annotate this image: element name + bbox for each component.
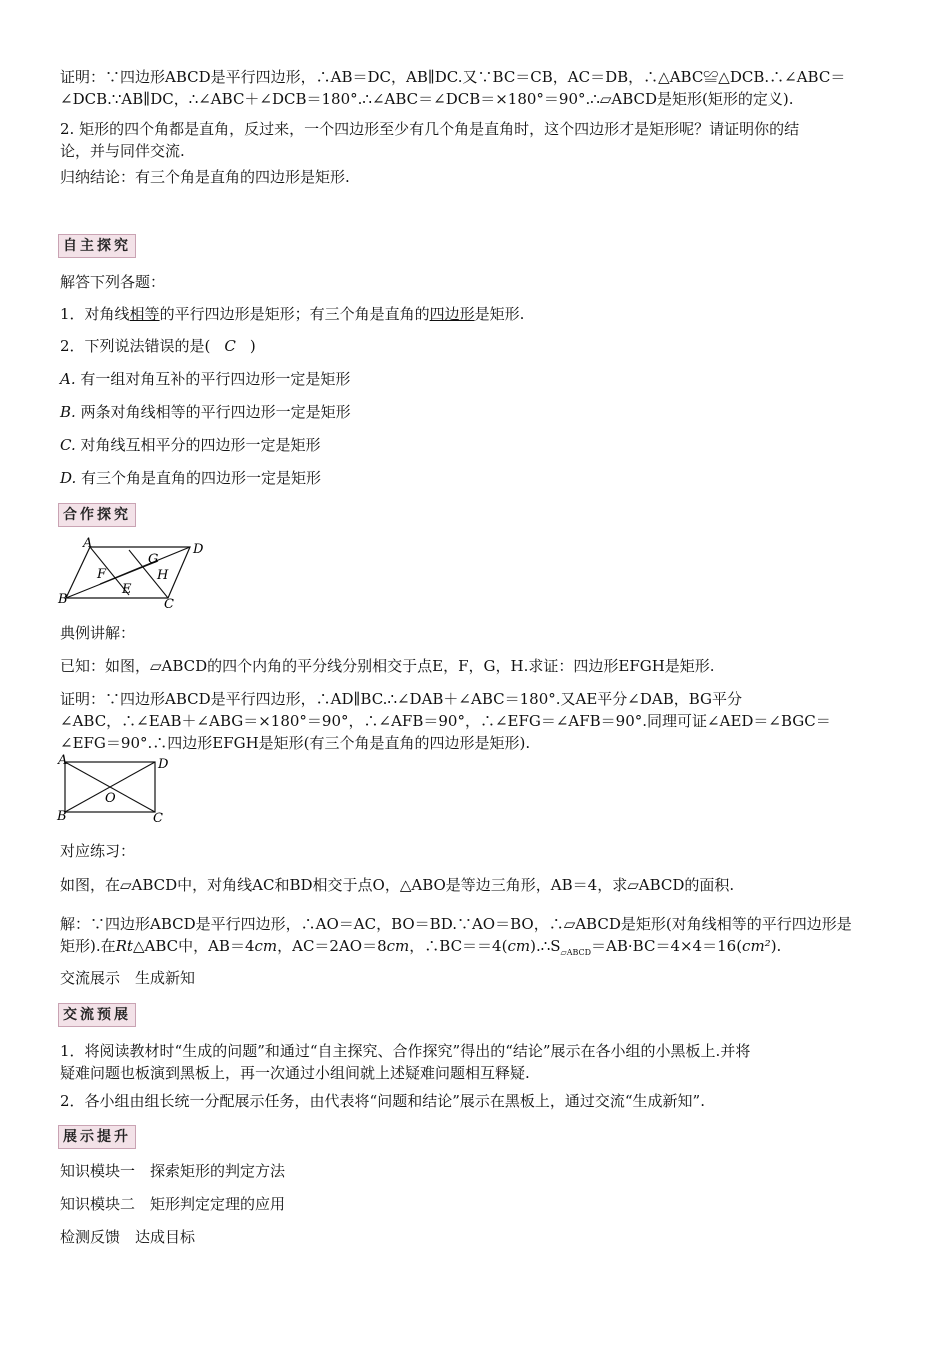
item-2-text-a: 2．下列说法错误的是( [60, 337, 211, 355]
fig1-label-d: D [193, 542, 204, 557]
fig1-label-a: A [83, 536, 93, 551]
proof-1 [60, 66, 890, 110]
parallelogram-bisector-figure [50, 535, 220, 610]
option-a-letter: A. [60, 370, 76, 388]
fig1-label-f: F [97, 567, 107, 582]
item-1-text-b: 的平行四边形是矩形；有三个角是直角的 [159, 305, 430, 323]
exchange-item-1-line-1: 1．将阅读教材时“生成的问题”和通过“自主探究、合作探究”得出的“结论”展示在各小组的小黑板上.并将 [60, 1042, 751, 1060]
sol-rt: Rt [115, 937, 133, 955]
sol-part-d: ，∴BC＝＝4( [409, 937, 508, 955]
option-d-letter: D. [60, 469, 77, 487]
fig2-label-c: C [153, 811, 163, 826]
option-a-text: 有一组对角互补的平行四边形一定是矩形 [80, 370, 351, 388]
exchange-item-1 [60, 1040, 890, 1084]
option-b-letter: B. [60, 403, 76, 421]
practice-title: 对应练习： [60, 842, 136, 860]
option-b [60, 401, 890, 423]
conclusion: 归纳结论：有三个角是直角的四边形是矩形. [60, 168, 350, 186]
sol-subscript: ▱ABCD [560, 948, 592, 957]
item-1-answer-2: 四边形 [429, 305, 475, 323]
option-d-text: 有三个角是直角的四边形一定是矩形 [81, 469, 322, 487]
sol-unit-3: cm [507, 937, 531, 955]
example-proof-line-2: ∠ABC，∴∠EAB＋∠ABG＝×180°＝90°，∴∠AFB＝90°，∴∠EFG＝∠AFB＝90°.同理可证∠AED＝∠BGC＝ [60, 712, 831, 730]
knowledge-module-1: 知识模块一 探索矩形的判定方法 [60, 1162, 286, 1180]
example-proof-line-3: ∠EFG＝90°.∴四边形EFGH是矩形(有三个角是直角的四边形是矩形). [60, 734, 531, 752]
fig1-label-e: E [122, 582, 132, 597]
fig2-label-a: A [58, 753, 68, 768]
solution-line-2 [60, 935, 890, 964]
question-2-line-2: 论，并与同伴交流. [60, 142, 185, 160]
item-2-answer: C [224, 337, 236, 355]
exchange-heading: 交流展示 生成新知 [60, 969, 196, 987]
question-2-line-1: 2. 矩形的四个角都是直角，反过来，一个四边形至少有几个角是直角时，这个四边形才是矩形呢？请证明你的结 [60, 120, 800, 138]
item-1-text-c: 是矩形. [474, 305, 525, 323]
option-a [60, 368, 890, 390]
question-2 [60, 118, 890, 162]
option-d [60, 467, 890, 489]
self-study-intro: 解答下列各题： [60, 273, 166, 291]
option-c-letter: C. [60, 436, 76, 454]
item-1-text-a: 1．对角线 [60, 305, 130, 323]
sol-part-e: ).∴S [530, 937, 561, 955]
exchange-item-2: 2．各小组由组长统一分配展示任务，由代表将“问题和结论”展示在黑板上，通过交流“生成新知”. [60, 1092, 705, 1110]
sol-unit-1: cm [254, 937, 278, 955]
practice-question: 如图，在▱ABCD中，对角线AC和BD相交于点O，△ABO是等边三角形，AB＝4，求▱ABCD的面积. [60, 876, 735, 894]
sol-part-b: △ABC中，AB＝4 [132, 937, 255, 955]
section-badge-show-improve: 展示提升 [58, 1125, 136, 1149]
sol-unit-2: cm [386, 937, 410, 955]
option-b-text: 两条对角线相等的平行四边形一定是矩形 [80, 403, 351, 421]
practice-solution [60, 913, 890, 964]
sol-unit-area: cm² [742, 937, 771, 955]
example-title: 典例讲解： [60, 624, 136, 642]
fig1-label-b: B [58, 592, 68, 607]
option-c-text: 对角线互相平分的四边形一定是矩形 [80, 436, 321, 454]
sol-part-c: ，AC＝2AO＝8 [277, 937, 387, 955]
item-1-answer-1: 相等 [129, 305, 160, 323]
fig2-label-b: B [57, 809, 67, 824]
example-proof-line-1: 证明：∵四边形ABCD是平行四边形，∴AD∥BC.∴∠DAB＋∠ABC＝180°.又AE平分∠DAB，BG平分 [60, 690, 743, 708]
proof-1-line-1: 证明：∵四边形ABCD是平行四边形，∴AB＝DC，AB∥DC.又∵BC＝CB，AC＝DB，∴△ABC≌△DCB.∴∠ABC＝ [60, 68, 846, 86]
item-2-text-b: ) [249, 337, 256, 355]
section-badge-exchange-preview: 交流预展 [58, 1003, 136, 1027]
section-badge-self-study: 自主探究 [58, 234, 136, 258]
solution-line-1: 解：∵四边形ABCD是平行四边形，∴AO＝AC，BO＝BD.∵AO＝BO，∴▱ABCD是矩形(对角线相等的平行四边形是 [60, 915, 852, 933]
sol-part-f: ＝AB·BC＝4×4＝16( [591, 937, 743, 955]
fig1-label-g: G [148, 552, 159, 567]
fig2-label-o: O [105, 791, 116, 806]
fig1-label-h: H [157, 568, 169, 583]
fig2-label-d: D [158, 757, 169, 772]
example-given: 已知：如图，▱ABCD的四个内角的平分线分别相交于点E，F，G，H.求证：四边形EFGH是矩形. [60, 657, 715, 675]
exchange-item-1-line-2: 疑难问题也板演到黑板上，再一次通过小组间就上述疑难问题相互释疑. [60, 1064, 530, 1082]
rectangle-diagonals-figure [50, 752, 180, 827]
self-study-item-1 [60, 303, 890, 325]
fig1-label-c: C [164, 597, 174, 610]
feedback-heading: 检测反馈 达成目标 [60, 1228, 196, 1246]
knowledge-module-2: 知识模块二 矩形判定定理的应用 [60, 1195, 286, 1213]
example-proof [60, 688, 890, 754]
proof-1-line-2: ∠DCB.∵AB∥DC，∴∠ABC＋∠DCB＝180°.∴∠ABC＝∠DCB＝×180°＝90°.∴▱ABCD是矩形(矩形的定义). [60, 90, 794, 108]
sol-part-g: ). [770, 937, 782, 955]
sol-part-a: 矩形).在 [60, 937, 116, 955]
self-study-item-2 [60, 335, 890, 357]
section-badge-cooperation: 合作探究 [58, 503, 136, 527]
option-c [60, 434, 890, 456]
